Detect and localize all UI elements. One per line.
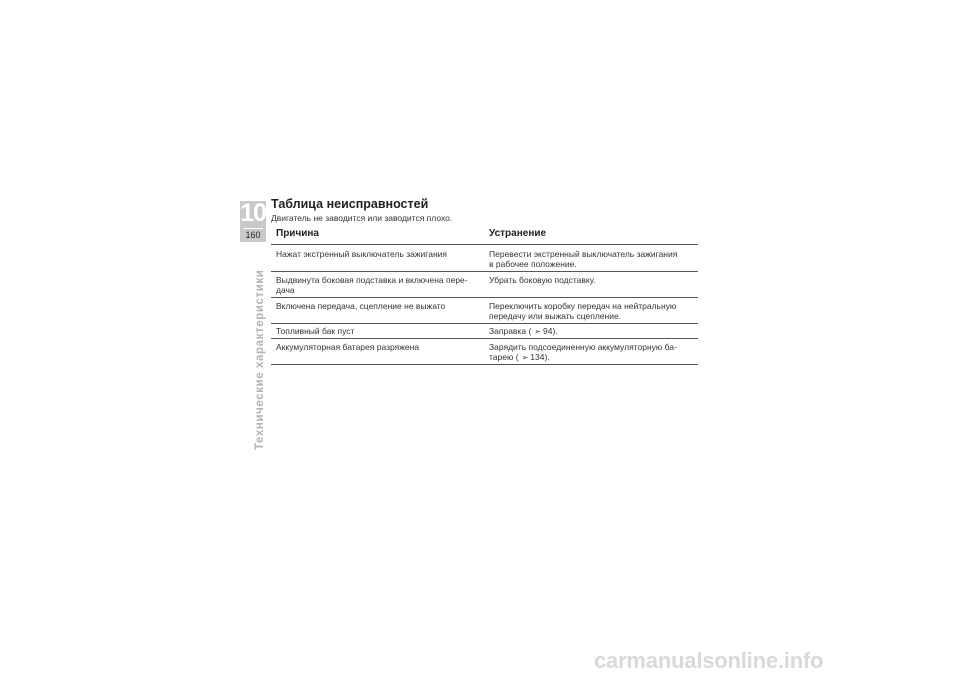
fix-text-line: в рабочее положение.	[489, 259, 577, 269]
cause-cell	[276, 249, 447, 259]
reference-page: 134).	[530, 352, 550, 362]
problem-description: Двигатель не заводится или заводится плохо.	[271, 213, 453, 223]
reference-link[interactable]: ( ➢ 94).	[528, 326, 558, 336]
fix-cell	[489, 342, 677, 363]
arrow-right-icon: ➢	[534, 327, 541, 336]
chapter-side-title: Технические характеристики	[254, 269, 266, 450]
cause-text-line: Включена передача, сцепление не выжато	[276, 301, 446, 311]
section-title: Таблица неисправностей	[271, 197, 429, 211]
column-header-cause: Причина	[276, 228, 319, 239]
fix-text-line: Убрать боковую подставку.	[489, 275, 596, 285]
reference-page: 94).	[543, 326, 558, 336]
fix-text-line: Переключить коробку передач на нейтральную	[489, 301, 677, 311]
arrow-right-icon: ➢	[521, 353, 529, 362]
column-header-fix: Устранение	[489, 228, 547, 239]
table-header-divider	[271, 244, 698, 245]
cause-text-line: дача	[276, 285, 295, 295]
table-row-divider	[271, 323, 698, 324]
chapter-number: 10	[240, 199, 266, 227]
table-row-divider	[271, 297, 698, 298]
page-number: 160	[245, 230, 261, 240]
table-row-divider	[271, 338, 698, 339]
cause-cell	[276, 342, 419, 352]
cause-text-line: Выдвинута боковая подставка и включена пере-	[276, 275, 468, 285]
fix-text-line: Зарядить подсоединенную аккумуляторную ба-	[489, 342, 677, 352]
fix-cell	[489, 326, 558, 337]
fix-text-line: Перевести экстренный выключатель зажигания	[489, 249, 678, 259]
watermark: carmanualsonline.info	[594, 648, 824, 673]
cause-text-line: Аккумуляторная батарея разряжена	[276, 342, 420, 352]
fix-cell	[489, 301, 676, 321]
chapter-marker	[240, 201, 266, 242]
fix-text: Заправка	[489, 326, 527, 336]
reference-link[interactable]: ( ➢ 134).	[515, 352, 550, 362]
fix-text: тарею	[489, 352, 514, 362]
fix-cell	[489, 249, 677, 269]
cause-text-line: Нажат экстренный выключатель зажигания	[276, 249, 447, 259]
cause-cell	[276, 326, 354, 336]
table-bottom-divider	[271, 364, 698, 365]
table-row-divider	[271, 271, 698, 272]
fix-text-line: передачу или выжать сцепление.	[489, 311, 622, 321]
fix-cell	[489, 275, 595, 285]
cause-text-line: Топливный бак пуст	[276, 326, 355, 336]
cause-cell	[276, 301, 445, 311]
cause-cell	[276, 275, 468, 295]
